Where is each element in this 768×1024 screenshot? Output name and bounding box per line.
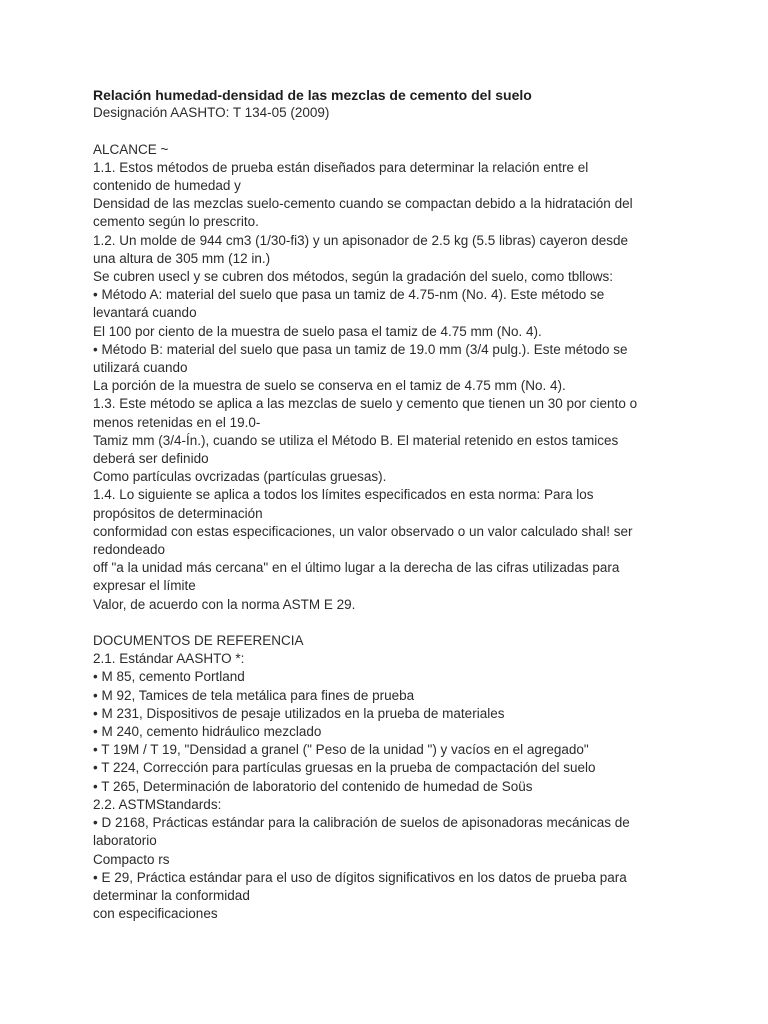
spacer [93,614,673,632]
reference-text-line: 2.2. ASTMStandards: [93,796,222,812]
reference-text-line: • T 265, Determinación de laboratorio del contenido de humedad de Soüs [93,778,533,794]
reference-text-line: Compacto rs [93,851,170,867]
scope-text-line: • Método A: material del suelo que pasa un tamiz de 4.75-nm (No. 4). Este método se [93,287,605,303]
scope-text-line: cemento según lo prescrito. [93,214,259,230]
reference-text-line: • E 29, Práctica estándar para el uso de dígitos significativos en los datos de prueba para [93,869,627,885]
scope-text-line: La porción de la muestra de suelo se conserva en el tamiz de 4.75 mm (No. 4). [93,378,566,394]
document-designation: Designación AASHTO: T 134-05 (2009) [93,105,330,121]
reference-text-line: 2.1. Estándar AASHTO *: [93,651,245,667]
scope-text-line: una altura de 305 mm (12 in.) [93,250,271,266]
scope-heading: ALCANCE ~ [93,141,169,157]
document-page [93,86,673,923]
reference-text-line: • M 92, Tamices de tela metálica para fines de prueba [93,687,415,703]
reference-text-line: • T 19M / T 19, "Densidad a granel (" Peso de la unidad ") y vacíos en el agregado" [93,742,589,758]
scope-text-line: levantará cuando [93,305,197,321]
scope-text-line: El 100 por ciento de la muestra de suelo pasa el tamiz de 4.75 mm (No. 4). [93,323,542,339]
scope-section [93,159,673,614]
reference-text-line: • M 85, cemento Portland [93,669,245,685]
scope-text-line: propósitos de determinación [93,505,263,521]
reference-text-line: • M 240, cemento hidráulico mezclado [93,724,322,740]
references-section [93,650,673,923]
scope-text-line: conformidad con estas especificaciones, un valor observado o un valor calculado shal! ser [93,523,633,539]
scope-text-line: Se cubren usecl y se cubren dos métodos, según la gradación del suelo, como tbllows: [93,269,614,285]
scope-text-line: Como partículas ovcrizadas (partículas gruesas). [93,469,387,485]
scope-text-line: off "a la unidad más cercana" en el último lugar a la derecha de las cifras utilizadas para [93,560,620,576]
scope-text-line: menos retenidas en el 19.0- [93,414,261,430]
scope-text-line: 1.2. Un molde de 944 cm3 (1/30-fi3) y un apisonador de 2.5 kg (5.5 libras) cayeron desde [93,232,629,248]
scope-text-line: • Método B: material del suelo que pasa un tamiz de 19.0 mm (3/4 pulg.). Este método se [93,341,628,357]
scope-text-line: 1.4. Lo siguiente se aplica a todos los límites especificados en esta norma: Para los [93,487,594,503]
references-heading: DOCUMENTOS DE REFERENCIA [93,633,304,649]
reference-text-line: • T 224, Corrección para partículas gruesas en la prueba de compactación del suelo [93,760,596,776]
scope-text-line: Tamiz mm (3/4-Ín.), cuando se utiliza el Método B. El material retenido en estos tamices [93,432,619,448]
scope-text-line: Densidad de las mezclas suelo-cemento cuando se compactan debido a la hidratación del [93,196,633,212]
scope-text-line: contenido de humedad y [93,178,241,193]
reference-text-line: • M 231, Dispositivos de pesaje utilizados en la prueba de materiales [93,705,505,721]
scope-text-line: 1.1. Estos métodos de prueba están diseñados para determinar la relación entre el [93,159,589,175]
scope-text-line: Valor, de acuerdo con la norma ASTM E 29. [93,596,356,612]
reference-text-line: con especificaciones [93,906,218,922]
reference-text-line: • D 2168, Prácticas estándar para la calibración de suelos de apisonadoras mecánicas de [93,815,630,831]
scope-text-line: deberá ser definido [93,451,209,467]
spacer [93,122,673,140]
scope-text-line: 1.3. Este método se aplica a las mezclas de suelo y cemento que tienen un 30 por ciento o [93,396,638,412]
reference-text-line: laboratorio [93,833,157,849]
scope-text-line: expresar el límite [93,578,196,594]
reference-text-line: determinar la conformidad [93,887,250,903]
document-title: Relación humedad-densidad de las mezclas de cemento del suelo [93,87,532,103]
scope-text-line: redondeado [93,542,166,558]
scope-text-line: utilizará cuando [93,360,188,376]
